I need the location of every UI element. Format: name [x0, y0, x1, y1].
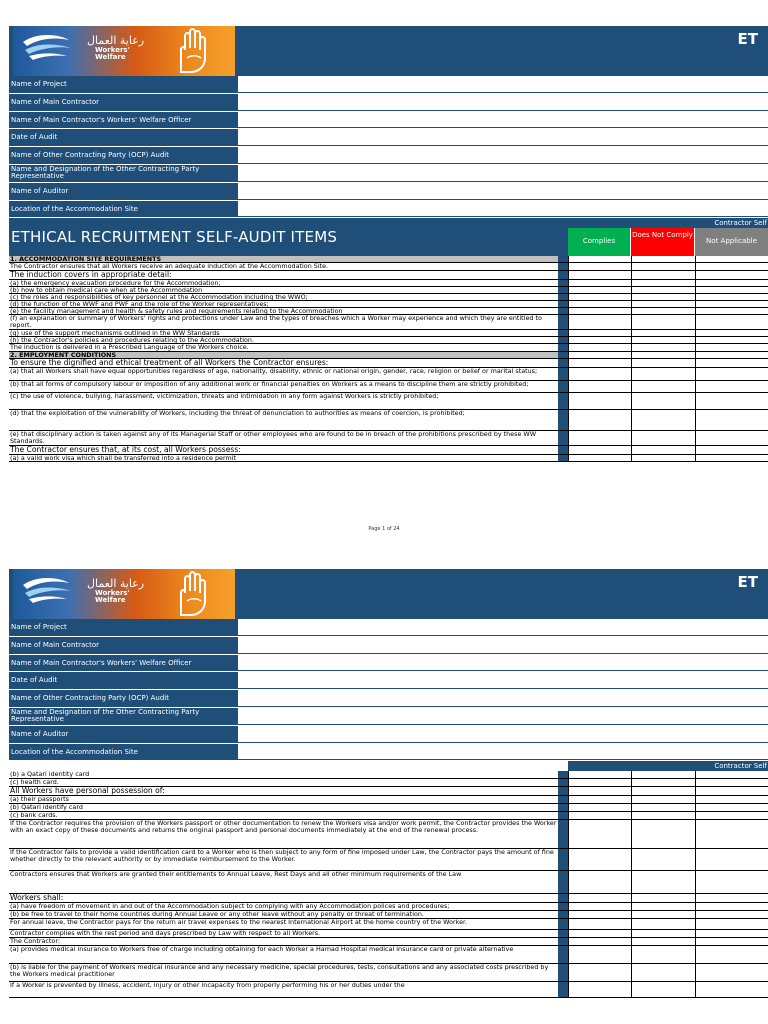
raised-hand-icon [171, 28, 219, 74]
info-row-location: Location of the Accommodation Site [9, 744, 768, 762]
not-comply-cell[interactable] [631, 308, 695, 314]
audit-item-row [9, 455, 768, 462]
not-applicable-cell[interactable] [695, 820, 768, 848]
not-comply-cell[interactable] [631, 894, 695, 902]
logo-arabic-text: رعاية العمال [87, 34, 145, 47]
info-row-project: Name of Project [9, 76, 768, 94]
audit-item-text: (d) the function of the WWF and PWF and the role of the Worker representatives; [10, 301, 269, 308]
not-comply-cell[interactable] [631, 930, 695, 937]
audit-item-text: (a) their passports [10, 796, 69, 804]
complies-cell[interactable] [568, 455, 631, 461]
not-applicable-cell[interactable] [695, 337, 768, 343]
not-applicable-cell[interactable] [695, 280, 768, 286]
not-applicable-cell[interactable] [695, 308, 768, 314]
audit-item-row [9, 796, 768, 804]
audit-item-row [9, 903, 768, 911]
not-comply-cell[interactable] [631, 393, 695, 409]
audit-item-row [9, 787, 768, 796]
not-comply-cell[interactable] [631, 964, 695, 981]
audit-item-text: The induction is delivered in a Prescribed Language of the Workers choice. [10, 344, 249, 352]
audit-item-row [9, 344, 768, 352]
complies-cell[interactable] [568, 330, 631, 336]
audit-item-row [9, 359, 768, 368]
not-applicable-cell[interactable] [695, 455, 768, 461]
not-applicable-cell[interactable] [695, 271, 768, 279]
info-row-project: Name of Project [9, 619, 768, 637]
audit-item-text: (e) that disciplinary action is taken against any of its Managerial Staff or other employees who are found to be in breach of the prohibitions prescribed by these WW Standards. [10, 431, 537, 446]
page-header [9, 26, 768, 76]
audit-item-text: (e) the facility management and health & safety rules and requirements relating to the Accommodation [10, 308, 343, 315]
not-applicable-cell[interactable] [695, 871, 768, 893]
not-applicable-cell[interactable] [695, 344, 768, 351]
audit-item-text: (a) provides medical insurance to Workers free of charge including obtaining for each Worker a Hamad Hospital medical insurance card or private alternative [10, 946, 514, 954]
complies-cell[interactable] [568, 982, 631, 997]
not-applicable-cell[interactable] [695, 946, 768, 963]
info-row-wwo: Name of Main Contractor's Workers' Welfare Officer [9, 112, 768, 130]
audit-item-text: If a Worker is prevented by illness, accident, injury or other incapacity from properly performing his or her duties under the [10, 982, 405, 990]
audit-item-text: For annual leave, the Contractor pays for the return air travel expenses to the nearest International Airport at the home country of the Worker. [10, 919, 468, 927]
not-comply-cell[interactable] [631, 871, 695, 893]
not-comply-cell[interactable] [631, 911, 695, 918]
swirl-logo-icon [19, 575, 75, 605]
swirl-logo-icon [19, 32, 75, 62]
logo-brand-text: Workers' Welfare [95, 589, 130, 604]
not-applicable-cell[interactable] [695, 911, 768, 918]
audit-item-text: The induction covers in appropriate detail: [10, 271, 172, 280]
complies-cell[interactable] [568, 787, 631, 795]
not-comply-cell[interactable] [631, 919, 695, 929]
audit-item-text: (a) the emergency evacuation procedure for the Accommodation; [10, 280, 221, 287]
audit-page-2 [9, 569, 768, 998]
not-applicable-cell[interactable] [695, 812, 768, 819]
raised-hand-icon [171, 571, 219, 617]
audit-item-text: (d) that the exploitation of the vulnerability of Workers, including the threat of denunciation to authorities as means of coercion, is prohibited; [10, 410, 465, 418]
audit-item-row [9, 964, 768, 982]
not-comply-cell[interactable] [631, 410, 695, 430]
info-row-main-contractor: Name of Main Contractor [9, 637, 768, 655]
audit-item-text: The Contractor ensures that all Workers receive an adequate induction at the Accommodation Site. [10, 263, 329, 271]
complies-cell[interactable] [568, 446, 631, 454]
welfare-officer-field[interactable] [238, 655, 768, 672]
audit-item-row [9, 337, 768, 344]
location-field[interactable] [238, 201, 768, 218]
contractor-self-label: Contractor Self [568, 218, 768, 228]
not-comply-cell[interactable] [631, 446, 695, 454]
complies-cell[interactable] [568, 337, 631, 343]
not-applicable-cell[interactable] [695, 352, 768, 358]
info-row-wwo: Name of Main Contractor's Workers' Welfare Officer [9, 655, 768, 673]
info-row-location: Location of the Accommodation Site [9, 201, 768, 219]
info-row-main-contractor: Name of Main Contractor [9, 94, 768, 112]
complies-cell[interactable] [568, 946, 631, 963]
info-row-ocp-rep: Name and Designation of the Other Contracting Party Representative [9, 708, 768, 726]
audit-item-row [9, 894, 768, 903]
contractor-self-label: Contractor Self [568, 761, 768, 771]
info-row-ocp-rep: Name and Designation of the Other Contracting Party Representative [9, 165, 768, 183]
audit-item-text: (b) is liable for the payment of Workers medical insurance and any necessary medicine, special procedures, tests, consultations and any associated costs prescribed by the Workers medical practitioner [10, 964, 549, 979]
audit-item-row [9, 330, 768, 337]
audit-item-row [9, 804, 768, 812]
audit-item-text: (c) the use of violence, bullying, harassment, victimization, threats and intimidation in any form against Workers is strictly prohibited; [10, 393, 439, 401]
complies-cell[interactable] [568, 315, 631, 329]
audit-item-row [9, 812, 768, 820]
section-heading: 1. ACCOMMODATION SITE REQUIREMENTS [9, 256, 558, 262]
not-comply-cell[interactable] [631, 820, 695, 848]
audit-item-text: (c) bank cards. [10, 812, 58, 820]
complies-cell[interactable] [568, 352, 631, 358]
audit-item-row [9, 381, 768, 393]
ocp-audit-field[interactable] [238, 147, 768, 164]
info-row-ocp: Name of Other Contracting Party (OCP) Audit [9, 147, 768, 165]
ocp-representative-field[interactable] [238, 165, 768, 182]
audit-item-row [9, 871, 768, 894]
section-heading: 2. EMPLOYMENT CONDITIONS [9, 352, 558, 358]
info-row-auditor: Name of Auditor [9, 183, 768, 201]
audit-item-row [9, 771, 768, 779]
not-applicable-cell[interactable] [695, 301, 768, 307]
audit-item-text: (b) a Qatari identity card [10, 771, 90, 779]
audit-item-row [9, 287, 768, 294]
not-comply-cell[interactable] [631, 849, 695, 870]
complies-cell[interactable] [568, 301, 631, 307]
not-applicable-cell[interactable] [695, 330, 768, 336]
complies-cell[interactable] [568, 804, 631, 811]
project-name-field[interactable] [238, 619, 768, 636]
audit-item-row [9, 849, 768, 871]
audit-item-text: Contractors ensures that Workers are granted their entitlements to Annual Leave, Rest Days and all other minimum requirements of the Law [10, 871, 462, 879]
complies-cell[interactable] [568, 308, 631, 314]
audit-item-text: (g) use of the support mechanisms outlined in the WW Standards [10, 330, 220, 337]
complies-cell[interactable] [568, 849, 631, 870]
not-comply-cell[interactable] [631, 796, 695, 803]
not-applicable-cell[interactable] [695, 903, 768, 910]
audit-item-text: (c) health card. [10, 779, 59, 787]
audit-item-text: (b) that all forms of compulsory labour or imposition of any additional work or financial penalties on Workers as a means to discipline them are strictly prohibited; [10, 381, 529, 389]
not-comply-column-header: Does Not Comply [631, 228, 695, 256]
ocp-representative-field[interactable] [238, 708, 768, 725]
section-title: ETHICAL RECRUITMENT SELF-AUDIT ITEMS [9, 218, 558, 256]
audit-date-field[interactable] [238, 129, 768, 146]
audit-item-row [9, 271, 768, 280]
not-comply-cell[interactable] [631, 280, 695, 286]
audit-item-text: (c) the roles and responsibilities of key personnel at the Accommodation including the WWO; [10, 294, 308, 301]
audit-item-text: The Contractor ensures that, at its cost, all Workers possess: [10, 446, 241, 455]
page-header [9, 569, 768, 619]
audit-item-row [9, 982, 768, 998]
workers-welfare-logo [13, 569, 235, 619]
not-comply-cell[interactable] [631, 359, 695, 367]
not-applicable-cell[interactable] [695, 938, 768, 945]
not-comply-cell[interactable] [631, 903, 695, 910]
audit-item-row [9, 294, 768, 301]
audit-item-text: (b) be free to travel to their home countries during Annual Leave or any other leave without any penalty or threat of termination. [10, 911, 424, 919]
audit-item-text: (b) Qatari identify card [10, 804, 83, 812]
not-applicable-cell[interactable] [695, 982, 768, 997]
not-applicable-cell[interactable] [695, 787, 768, 795]
not-applicable-cell[interactable] [695, 287, 768, 293]
complies-cell[interactable] [568, 812, 631, 819]
document-title-fragment: ET [737, 573, 758, 591]
logo-arabic-text: رعاية العمال [87, 577, 145, 590]
contractor-self-header [9, 761, 768, 771]
audit-item-row [9, 393, 768, 410]
auditor-name-field[interactable] [238, 726, 768, 743]
not-applicable-cell[interactable] [695, 849, 768, 870]
not-applicable-cell[interactable] [695, 771, 768, 778]
not-comply-cell[interactable] [631, 344, 695, 351]
complies-cell[interactable] [568, 919, 631, 929]
audit-item-text: To ensure the dignified and ethical treatment of all Workers the Contractor ensures: [10, 359, 329, 368]
complies-cell[interactable] [568, 359, 631, 367]
info-row-date: Date of Audit [9, 129, 768, 147]
not-applicable-cell[interactable] [695, 446, 768, 454]
not-comply-cell[interactable] [631, 455, 695, 461]
not-comply-cell[interactable] [631, 301, 695, 307]
not-applicable-cell[interactable] [695, 359, 768, 367]
audit-item-row [9, 308, 768, 315]
not-applicable-cell[interactable] [695, 256, 768, 262]
not-applicable-cell[interactable] [695, 894, 768, 902]
not-comply-cell[interactable] [631, 812, 695, 819]
complies-cell[interactable] [568, 393, 631, 409]
audit-item-row [9, 431, 768, 446]
not-comply-cell[interactable] [631, 337, 695, 343]
not-applicable-cell[interactable] [695, 919, 768, 929]
main-contractor-field[interactable] [238, 94, 768, 111]
audit-item-row [9, 820, 768, 849]
audit-item-row [9, 301, 768, 308]
audit-item-text: (a) have freedom of movement in and out of the Accommodation subject to complying with any Accommodation polices and procedures; [10, 903, 450, 911]
not-comply-cell[interactable] [631, 330, 695, 336]
not-comply-cell[interactable] [631, 263, 695, 270]
not-comply-cell[interactable] [631, 938, 695, 945]
audit-item-row [9, 446, 768, 455]
complies-column-header: Complies [568, 228, 631, 256]
project-info-table [9, 619, 768, 761]
audit-item-row [9, 946, 768, 964]
not-applicable-cell[interactable] [695, 315, 768, 329]
audit-item-text: The Contractor: [10, 938, 60, 946]
complies-cell[interactable] [568, 280, 631, 286]
audit-item-row [9, 930, 768, 938]
not-comply-cell[interactable] [631, 352, 695, 358]
audit-item-row [9, 352, 768, 359]
not-applicable-cell[interactable] [695, 431, 768, 445]
not-comply-cell[interactable] [631, 294, 695, 300]
not-comply-cell[interactable] [631, 779, 695, 786]
not-applicable-cell[interactable] [695, 368, 768, 380]
not-comply-cell[interactable] [631, 982, 695, 997]
complies-cell[interactable] [568, 431, 631, 445]
complies-cell[interactable] [568, 771, 631, 778]
location-field[interactable] [238, 744, 768, 761]
not-comply-cell[interactable] [631, 787, 695, 795]
not-applicable-cell[interactable] [695, 294, 768, 300]
complies-cell[interactable] [568, 930, 631, 937]
complies-cell[interactable] [568, 964, 631, 981]
not-comply-cell[interactable] [631, 315, 695, 329]
complies-cell[interactable] [568, 871, 631, 893]
audit-item-text: (h) the Contractor's policies and procedures relating to the Accommodation. [10, 337, 254, 344]
not-applicable-cell[interactable] [695, 796, 768, 803]
audit-item-row [9, 263, 768, 271]
not-applicable-cell[interactable] [695, 779, 768, 786]
self-audit-section-header [9, 218, 768, 256]
complies-cell[interactable] [568, 287, 631, 293]
audit-item-row [9, 410, 768, 431]
document-title-fragment: ET [737, 30, 758, 48]
audit-item-row [9, 256, 768, 263]
welfare-officer-field[interactable] [238, 112, 768, 129]
audit-date-field[interactable] [238, 672, 768, 689]
audit-page-1 [9, 26, 768, 462]
complies-cell[interactable] [568, 256, 631, 262]
audit-item-text: Contractor complies with the rest period and days prescribed by Law with respect to all Workers. [10, 930, 321, 938]
complies-cell[interactable] [568, 779, 631, 786]
complies-cell[interactable] [568, 796, 631, 803]
not-comply-cell[interactable] [631, 946, 695, 963]
not-applicable-cell[interactable] [695, 804, 768, 811]
complies-cell[interactable] [568, 344, 631, 351]
complies-cell[interactable] [568, 294, 631, 300]
not-applicable-cell[interactable] [695, 410, 768, 430]
audit-item-row [9, 911, 768, 919]
complies-cell[interactable] [568, 410, 631, 430]
complies-cell[interactable] [568, 368, 631, 380]
info-row-auditor: Name of Auditor [9, 726, 768, 744]
not-comply-cell[interactable] [631, 381, 695, 392]
not-applicable-column-header: Not Applicable [695, 228, 768, 256]
project-name-field[interactable] [238, 76, 768, 93]
not-applicable-cell[interactable] [695, 263, 768, 270]
complies-cell[interactable] [568, 938, 631, 945]
audit-item-text: (f) an explanation or summary of Workers' rights and protections under Law and the types of breaches which a Worker may experience and which they are entitled to report. [10, 315, 542, 330]
audit-item-text: (a) a valid work visa which shall be transferred into a residence permit [10, 455, 236, 462]
not-comply-cell[interactable] [631, 771, 695, 778]
not-comply-cell[interactable] [631, 804, 695, 811]
complies-cell[interactable] [568, 903, 631, 910]
project-info-table [9, 76, 768, 218]
logo-brand-text: Workers' Welfare [95, 46, 130, 61]
audit-item-row [9, 919, 768, 930]
workers-welfare-logo [13, 26, 235, 76]
complies-cell[interactable] [568, 911, 631, 918]
complies-cell[interactable] [568, 271, 631, 279]
audit-items-table [9, 256, 768, 462]
audit-item-row [9, 315, 768, 330]
not-applicable-cell[interactable] [695, 964, 768, 981]
complies-cell[interactable] [568, 263, 631, 270]
not-applicable-cell[interactable] [695, 393, 768, 409]
complies-cell[interactable] [568, 820, 631, 848]
not-comply-cell[interactable] [631, 431, 695, 445]
not-comply-cell[interactable] [631, 287, 695, 293]
audit-item-row [9, 779, 768, 787]
audit-item-row [9, 368, 768, 381]
not-comply-cell[interactable] [631, 271, 695, 279]
audit-item-row [9, 938, 768, 946]
ocp-audit-field[interactable] [238, 690, 768, 707]
audit-item-text: If the Contractor requires the provision of the Workers passport or other documentation to renew the Workers visa and/or work permit, the Contractor provides the Worker with an exact copy of these documents and returns the original passport and personal documents immediately at the end of the renewal process. [10, 820, 557, 835]
not-applicable-cell[interactable] [695, 381, 768, 392]
audit-item-text: Workers shall: [10, 894, 64, 903]
audit-item-row [9, 280, 768, 287]
not-applicable-cell[interactable] [695, 930, 768, 937]
audit-item-text: (b) how to obtain medical care when at the Accommodation [10, 287, 203, 294]
main-contractor-field[interactable] [238, 637, 768, 654]
audit-item-text: If the Contractor fails to provide a valid identification card to a Worker who is then subject to any form of fine imposed under Law, the Contractor pays the amount of fine whether directly to the relevant authority or by immediate reimbursement to the Worker. [10, 849, 554, 864]
info-row-date: Date of Audit [9, 672, 768, 690]
info-row-ocp: Name of Other Contracting Party (OCP) Audit [9, 690, 768, 708]
complies-cell[interactable] [568, 381, 631, 392]
page-number: Page 1 of 24 [368, 526, 400, 532]
auditor-name-field[interactable] [238, 183, 768, 200]
audit-items-table [9, 771, 768, 998]
not-comply-cell[interactable] [631, 256, 695, 262]
audit-item-text: All Workers have personal possession of: [10, 787, 165, 796]
complies-cell[interactable] [568, 894, 631, 902]
audit-item-text: (a) that all Workers shall have equal opportunities regardless of age, nationality, disability, ethnic or national origin, gender, race, religion or belief or marital status; [10, 368, 538, 376]
not-comply-cell[interactable] [631, 368, 695, 380]
